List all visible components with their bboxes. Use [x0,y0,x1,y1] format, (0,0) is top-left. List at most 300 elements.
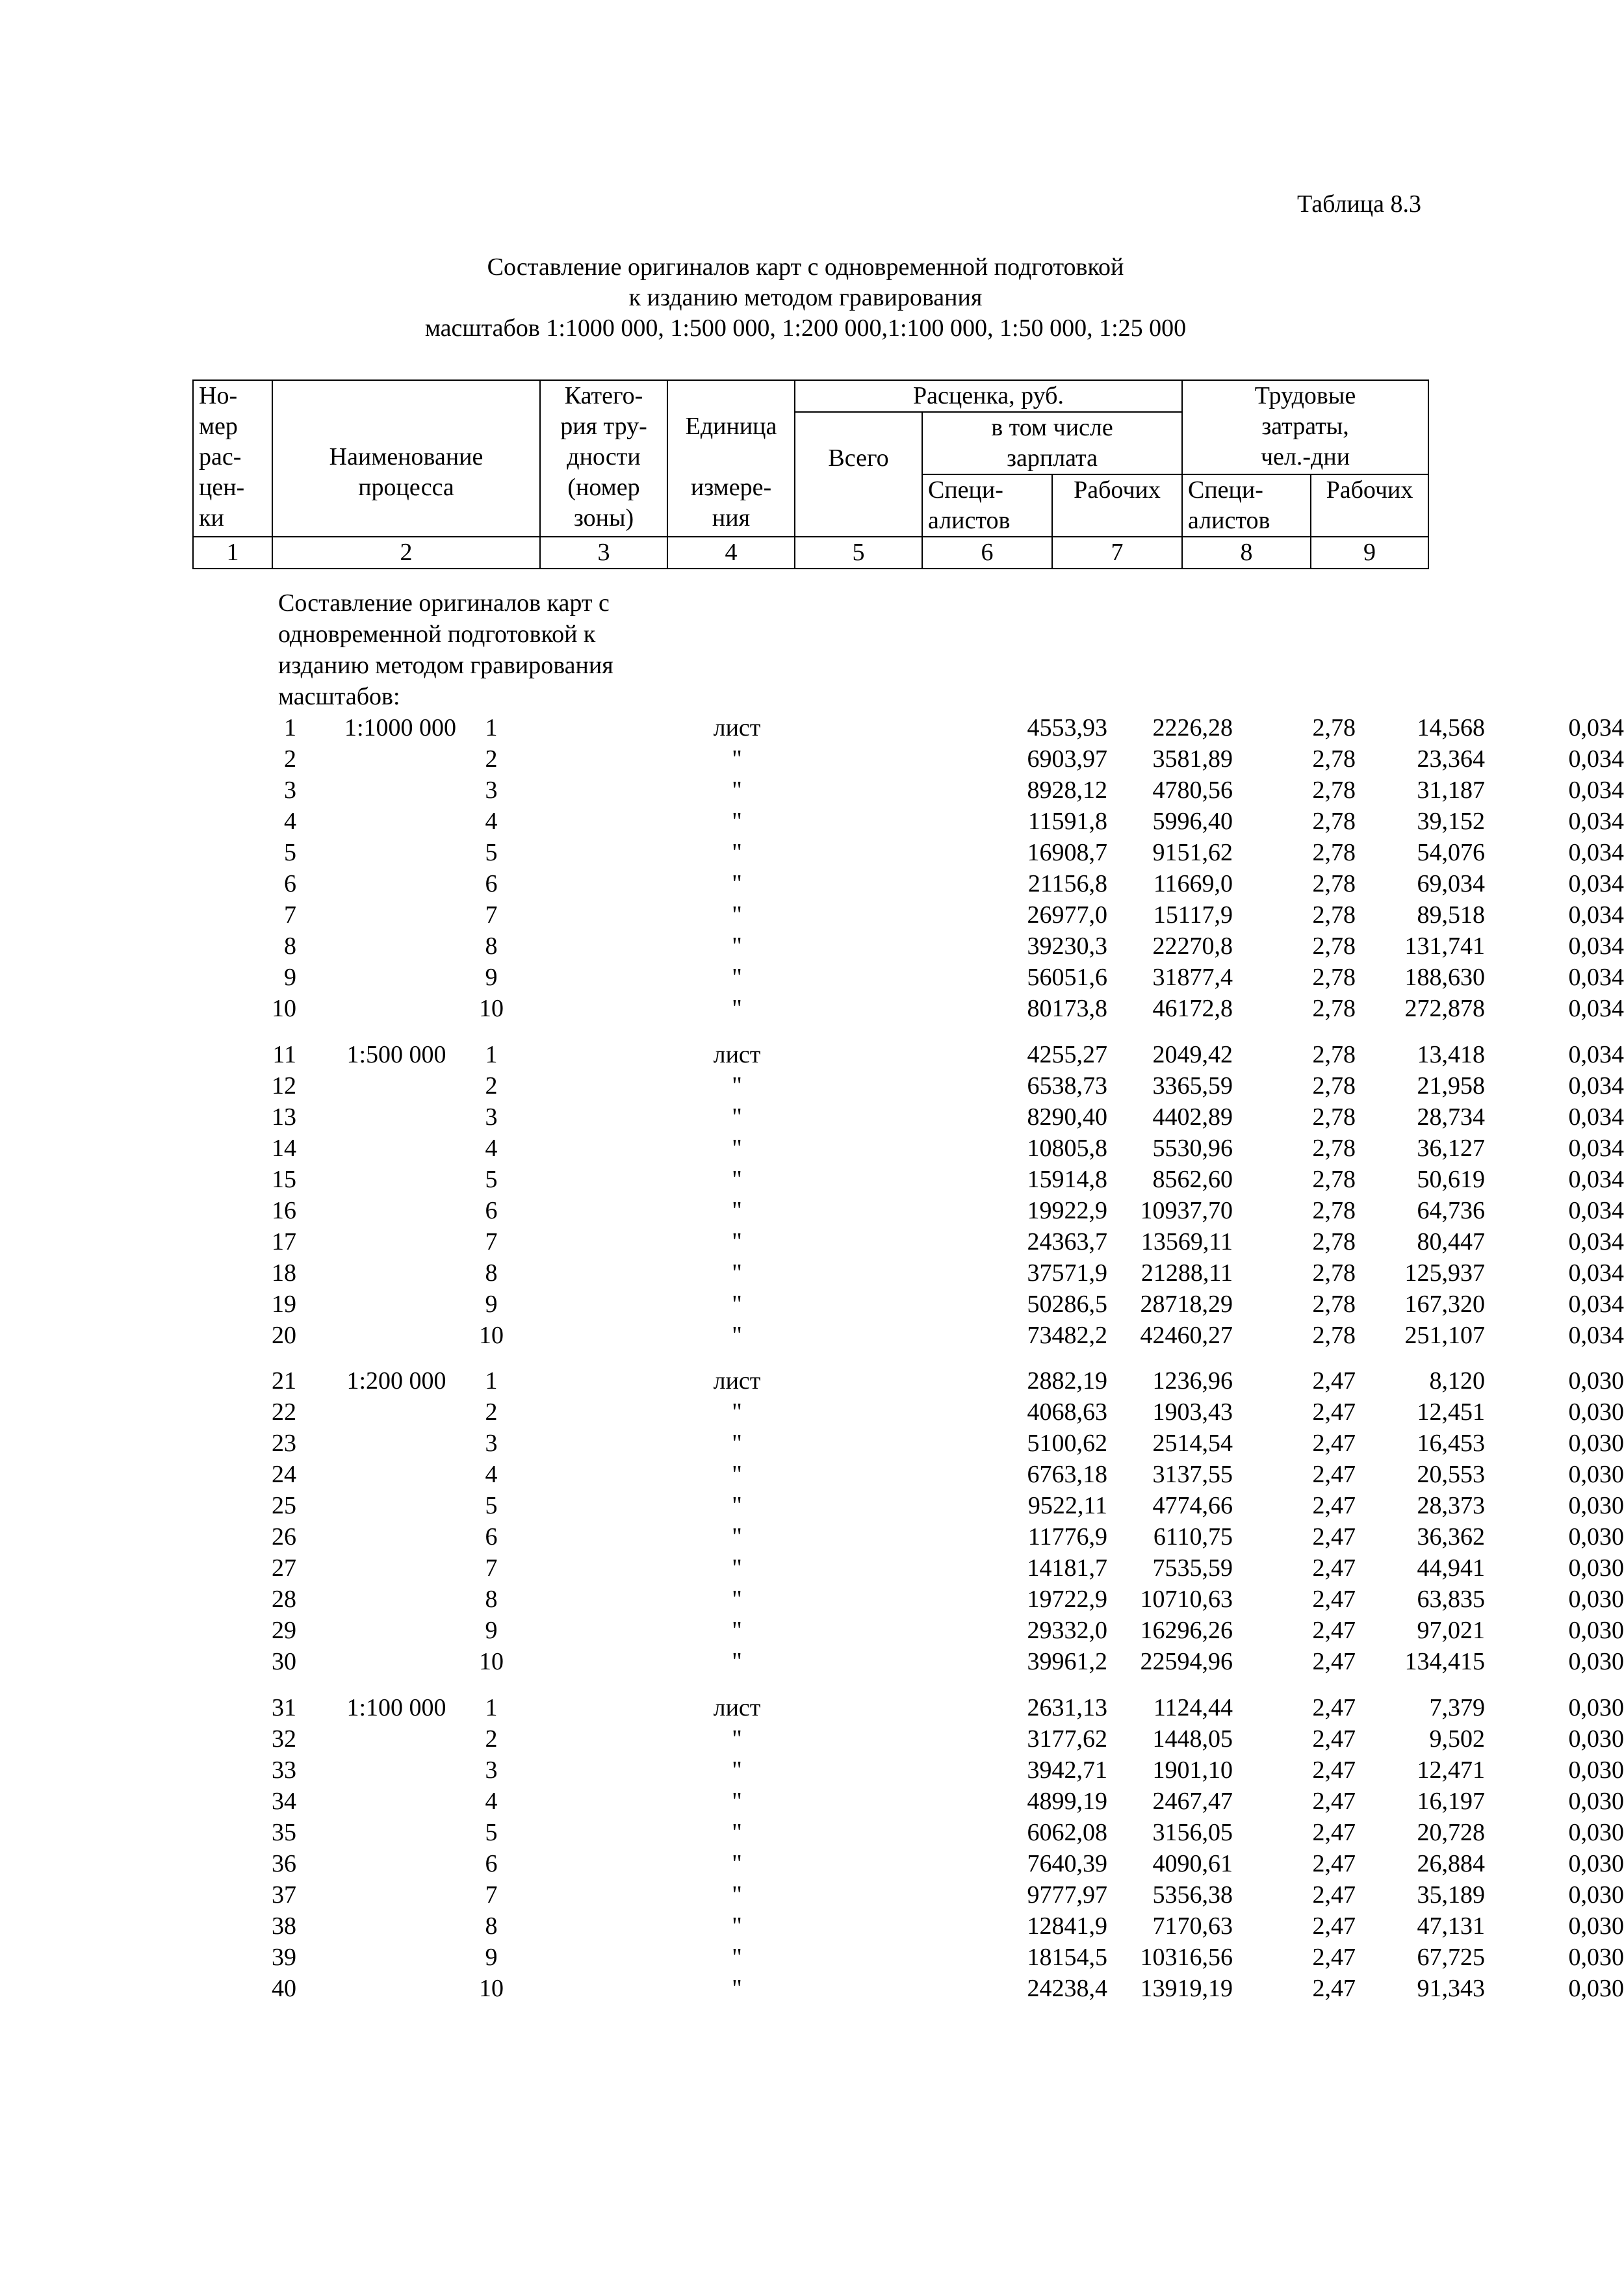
price-total: 2631,13 [1027,1694,1107,1721]
process-scale: 1:200 000 [346,1367,446,1395]
salary-specialists: 4774,66 [1152,1492,1233,1519]
salary-workers: 2,47 [1312,1819,1356,1846]
rate-number: 33 [272,1756,296,1784]
labor-workers: 0,034 [1568,839,1624,866]
labor-specialists: 54,076 [1417,839,1485,866]
difficulty-category: 7 [485,901,498,929]
labor-specialists: 69,034 [1417,870,1485,897]
scale-group [192,1692,1624,2004]
salary-specialists: 4402,89 [1152,1103,1233,1131]
unit: " [732,777,742,804]
price-total: 3177,62 [1027,1725,1107,1753]
salary-workers: 2,78 [1312,1135,1356,1162]
salary-specialists: 22594,96 [1140,1648,1233,1675]
unit: " [732,1788,742,1815]
labor-specialists: 44,941 [1417,1554,1485,1582]
rate-number: 22 [272,1398,296,1426]
salary-workers: 2,78 [1312,1103,1356,1131]
labor-workers: 0,030 [1568,1944,1624,1971]
salary-workers: 2,47 [1312,1430,1356,1457]
scale-group [192,1039,1624,1351]
unit: " [732,1492,742,1519]
labor-workers: 0,030 [1568,1586,1624,1613]
price-total: 6903,97 [1027,745,1107,773]
salary-workers: 2,47 [1312,1648,1356,1675]
unit: лист [713,714,761,741]
difficulty-category: 6 [485,1523,498,1550]
price-total: 29332,0 [1027,1617,1107,1644]
price-total: 5100,62 [1027,1430,1107,1457]
table-row [192,1164,1624,1195]
section-title: Составление оригиналов карт с одновременной подготовкой к изданию методом гравирования масштабов: [278,589,613,710]
table-row [192,1039,1624,1070]
difficulty-category: 1 [485,714,498,741]
difficulty-category: 8 [485,1259,498,1287]
labor-specialists: 47,131 [1417,1912,1485,1940]
unit: " [732,1756,742,1784]
table-row [192,1755,1624,1786]
labor-specialists: 14,568 [1417,714,1485,741]
rate-number: 18 [272,1259,296,1287]
salary-specialists: 13919,19 [1140,1975,1233,2002]
price-total: 50286,5 [1027,1291,1107,1318]
rate-number: 5 [284,839,296,866]
header-specialists-labor: Специ- алистов [1182,474,1311,537]
salary-specialists: 10316,56 [1140,1944,1233,1971]
salary-specialists: 31877,4 [1152,964,1233,991]
rate-number: 19 [272,1291,296,1318]
rate-number: 12 [272,1072,296,1100]
price-total: 39230,3 [1027,933,1107,960]
salary-specialists: 15117,9 [1153,901,1233,929]
salary-specialists: 16296,26 [1140,1617,1233,1644]
salary-specialists: 3137,55 [1152,1461,1233,1488]
unit: " [732,1197,742,1224]
labor-specialists: 23,364 [1417,745,1485,773]
salary-workers: 2,78 [1312,808,1356,835]
process-scale: 1:500 000 [346,1041,446,1068]
unit: " [732,839,742,866]
salary-workers: 2,47 [1312,1617,1356,1644]
difficulty-category: 1 [485,1367,498,1395]
table-row [192,1521,1624,1552]
table-row [192,1817,1624,1848]
labor-specialists: 97,021 [1417,1617,1485,1644]
salary-workers: 2,78 [1312,1041,1356,1068]
header-workers-labor: Рабочих [1311,474,1428,537]
header-rate-number: Но- мер рас- цен- ки [193,380,272,537]
rate-number: 11 [272,1041,296,1068]
table-row [192,868,1624,899]
price-total: 2882,19 [1027,1367,1107,1395]
difficulty-category: 10 [479,1975,504,2002]
rate-number: 9 [284,964,296,991]
unit: " [732,964,742,991]
price-total: 3942,71 [1027,1756,1107,1784]
rate-number: 26 [272,1523,296,1550]
labor-workers: 0,034 [1568,1166,1624,1193]
price-total: 4068,63 [1027,1398,1107,1426]
difficulty-category: 4 [485,1135,498,1162]
labor-workers: 0,030 [1568,1756,1624,1784]
labor-workers: 0,034 [1568,1228,1624,1255]
header-difficulty-category: Катего- рия тру- дности (номер зоны) [540,380,667,537]
table-row [192,1428,1624,1459]
labor-workers: 0,030 [1568,1850,1624,1877]
salary-workers: 2,78 [1312,745,1356,773]
labor-specialists: 28,373 [1417,1492,1485,1519]
salary-specialists: 8562,60 [1152,1166,1233,1193]
table-row [192,1226,1624,1257]
labor-specialists: 131,741 [1404,933,1485,960]
price-total: 6538,73 [1027,1072,1107,1100]
difficulty-category: 9 [485,1291,498,1318]
labor-specialists: 188,630 [1404,964,1485,991]
labor-workers: 0,030 [1568,1819,1624,1846]
labor-specialists: 64,736 [1417,1197,1485,1224]
labor-workers: 0,034 [1568,808,1624,835]
labor-workers: 0,034 [1568,870,1624,897]
rate-number: 4 [284,808,296,835]
process-scale: 1:100 000 [346,1694,446,1721]
salary-specialists: 13569,11 [1141,1228,1233,1255]
price-total: 9522,11 [1027,1492,1107,1519]
unit: " [732,995,742,1022]
unit: " [732,1617,742,1644]
rate-number: 14 [272,1135,296,1162]
rate-number: 40 [272,1975,296,2002]
header-labor-group: Трудовые затраты, чел.-дни [1182,380,1428,474]
salary-specialists: 28718,29 [1140,1291,1233,1318]
price-total: 21156,8 [1027,870,1107,897]
unit: " [732,1850,742,1877]
salary-workers: 2,47 [1312,1694,1356,1721]
salary-specialists: 22270,8 [1152,933,1233,960]
title-line: масштабов 1:1000 000, 1:500 000, 1:200 000,1:100 000, 1:50 000, 1:25 000 [424,315,1187,342]
header-total: Всего [795,412,922,537]
salary-workers: 2,47 [1312,1492,1356,1519]
table-row [192,1552,1624,1584]
header-process-name: Наименование процесса [272,380,540,537]
salary-workers: 2,47 [1312,1554,1356,1582]
labor-specialists: 67,725 [1417,1944,1485,1971]
difficulty-category: 3 [485,777,498,804]
price-total: 39961,2 [1027,1648,1107,1675]
salary-workers: 2,78 [1312,839,1356,866]
table-row [192,1195,1624,1226]
unit: " [732,1725,742,1753]
salary-specialists: 6110,75 [1153,1523,1233,1550]
rate-number: 6 [284,870,296,897]
labor-workers: 0,030 [1568,1461,1624,1488]
difficulty-category: 8 [485,933,498,960]
labor-workers: 0,030 [1568,1554,1624,1582]
table-row [192,1646,1624,1677]
salary-workers: 2,78 [1312,1322,1356,1349]
salary-specialists: 1901,10 [1152,1756,1233,1784]
table-row [192,1584,1624,1615]
labor-workers: 0,034 [1568,1291,1624,1318]
rate-number: 10 [272,995,296,1022]
salary-specialists: 1124,44 [1153,1694,1233,1721]
salary-specialists: 4090,61 [1152,1850,1233,1877]
unit: " [732,1430,742,1457]
price-total: 14181,7 [1027,1554,1107,1582]
labor-workers: 0,034 [1568,714,1624,741]
rate-number: 8 [284,933,296,960]
unit: " [732,1944,742,1971]
labor-workers: 0,030 [1568,1881,1624,1909]
labor-specialists: 16,197 [1417,1788,1485,1815]
price-total: 56051,6 [1027,964,1107,991]
labor-workers: 0,034 [1568,1259,1624,1287]
column-number: 7 [1052,537,1182,569]
table-row [192,1942,1624,1973]
labor-specialists: 20,728 [1417,1819,1485,1846]
header-price-group: Расценка, руб. [795,380,1182,412]
rate-number: 31 [272,1694,296,1721]
labor-specialists: 167,320 [1404,1291,1485,1318]
salary-specialists: 3365,59 [1152,1072,1233,1100]
price-total: 18154,5 [1027,1944,1107,1971]
difficulty-category: 4 [485,1461,498,1488]
price-total: 26977,0 [1027,901,1107,929]
table-header [192,380,1429,569]
salary-workers: 2,78 [1312,870,1356,897]
salary-workers: 2,47 [1312,1850,1356,1877]
labor-workers: 0,030 [1568,1725,1624,1753]
unit: лист [713,1694,761,1721]
labor-specialists: 8,120 [1429,1367,1485,1395]
labor-specialists: 251,107 [1404,1322,1485,1349]
rate-number: 38 [272,1912,296,1940]
rate-number: 28 [272,1586,296,1613]
labor-specialists: 91,343 [1417,1975,1485,2002]
price-total: 11591,8 [1027,808,1107,835]
salary-workers: 2,78 [1312,901,1356,929]
table-row [192,1973,1624,2004]
difficulty-category: 8 [485,1912,498,1940]
salary-specialists: 2226,28 [1152,714,1233,741]
price-total: 10805,8 [1027,1135,1107,1162]
price-total: 4255,27 [1027,1041,1107,1068]
labor-specialists: 50,619 [1417,1166,1485,1193]
labor-workers: 0,034 [1568,777,1624,804]
labor-specialists: 16,453 [1417,1430,1485,1457]
labor-specialists: 272,878 [1404,995,1485,1022]
labor-specialists: 12,471 [1417,1756,1485,1784]
table-row [192,899,1624,931]
salary-workers: 2,78 [1312,995,1356,1022]
table-row [192,806,1624,837]
difficulty-category: 3 [485,1756,498,1784]
column-number: 5 [795,537,922,569]
difficulty-category: 5 [485,1166,498,1193]
table-row [192,1320,1624,1351]
rate-number: 29 [272,1617,296,1644]
difficulty-category: 10 [479,995,504,1022]
difficulty-category: 2 [485,1398,498,1426]
table-row [192,712,1624,743]
rate-number: 16 [272,1197,296,1224]
difficulty-category: 10 [479,1322,504,1349]
rate-number: 27 [272,1554,296,1582]
scale-group [192,712,1624,1024]
labor-specialists: 125,937 [1404,1259,1485,1287]
salary-workers: 2,78 [1312,1197,1356,1224]
difficulty-category: 6 [485,1850,498,1877]
table-row [192,1289,1624,1320]
labor-specialists: 7,379 [1429,1694,1485,1721]
table-row [192,1257,1624,1289]
rate-number: 7 [284,901,296,929]
difficulty-category: 9 [485,1617,498,1644]
price-total: 6062,08 [1027,1819,1107,1846]
salary-specialists: 11669,0 [1153,870,1233,897]
unit: " [732,1259,742,1287]
salary-specialists: 2514,54 [1152,1430,1233,1457]
header-unit: Единица измере- ния [667,380,795,537]
price-total: 9777,97 [1027,1881,1107,1909]
labor-specialists: 80,447 [1417,1228,1485,1255]
difficulty-category: 8 [485,1586,498,1613]
price-total: 6763,18 [1027,1461,1107,1488]
labor-specialists: 134,415 [1404,1648,1485,1675]
rate-number: 17 [272,1228,296,1255]
salary-specialists: 5996,40 [1152,808,1233,835]
rate-number: 21 [272,1367,296,1395]
table-row [192,1490,1624,1521]
difficulty-category: 1 [485,1694,498,1721]
table-title [0,252,1611,344]
unit: " [732,1819,742,1846]
rate-number: 24 [272,1461,296,1488]
labor-workers: 0,034 [1568,1322,1624,1349]
difficulty-category: 2 [485,1725,498,1753]
unit: " [732,1586,742,1613]
salary-specialists: 3156,05 [1152,1819,1233,1846]
labor-specialists: 89,518 [1417,901,1485,929]
salary-workers: 2,78 [1312,714,1356,741]
table-row [192,837,1624,868]
table-row [192,1786,1624,1817]
labor-workers: 0,034 [1568,964,1624,991]
table-number: Таблица 8.3 [1296,190,1421,218]
unit: " [732,1103,742,1131]
header-column-numbers [193,537,1428,569]
difficulty-category: 7 [485,1228,498,1255]
unit: " [732,1291,742,1318]
price-total: 80173,8 [1027,995,1107,1022]
unit: лист [713,1041,761,1068]
table-row [192,1396,1624,1428]
table-row [192,1133,1624,1164]
unit: " [732,901,742,929]
salary-workers: 2,47 [1312,1788,1356,1815]
labor-specialists: 28,734 [1417,1103,1485,1131]
column-number: 6 [922,537,1052,569]
rate-number: 2 [284,745,296,773]
column-number: 8 [1182,537,1311,569]
labor-specialists: 39,152 [1417,808,1485,835]
labor-specialists: 21,958 [1417,1072,1485,1100]
price-total: 8290,40 [1027,1103,1107,1131]
difficulty-category: 3 [485,1103,498,1131]
salary-specialists: 1903,43 [1152,1398,1233,1426]
labor-specialists: 36,127 [1417,1135,1485,1162]
rate-number: 25 [272,1492,296,1519]
header-incl-salary: в том числе зарплата [922,412,1182,474]
unit: " [732,1228,742,1255]
table-row [192,993,1624,1024]
price-total: 7640,39 [1027,1850,1107,1877]
salary-workers: 2,78 [1312,1166,1356,1193]
unit: " [732,1523,742,1550]
scale-group [192,1365,1624,1677]
labor-workers: 0,030 [1568,1648,1624,1675]
price-total: 73482,2 [1027,1322,1107,1349]
rate-number: 34 [272,1788,296,1815]
salary-workers: 2,47 [1312,1881,1356,1909]
difficulty-category: 5 [485,1492,498,1519]
table-row [192,1910,1624,1942]
unit: " [732,1461,742,1488]
table-row [192,1848,1624,1879]
labor-specialists: 9,502 [1429,1725,1485,1753]
labor-workers: 0,030 [1568,1430,1624,1457]
labor-workers: 0,030 [1568,1492,1624,1519]
labor-workers: 0,034 [1568,995,1624,1022]
table-row [192,1070,1624,1101]
column-number: 1 [193,537,272,569]
labor-specialists: 12,451 [1417,1398,1485,1426]
table-row [192,962,1624,993]
salary-workers: 2,78 [1312,777,1356,804]
column-number: 4 [667,537,795,569]
salary-specialists: 1236,96 [1152,1367,1233,1395]
rate-number: 36 [272,1850,296,1877]
unit: " [732,1975,742,2002]
salary-specialists: 9151,62 [1152,839,1233,866]
unit: " [732,1166,742,1193]
difficulty-category: 10 [479,1648,504,1675]
salary-specialists: 42460,27 [1140,1322,1233,1349]
table-row [192,1459,1624,1490]
salary-specialists: 5530,96 [1152,1135,1233,1162]
table-row [192,1615,1624,1646]
difficulty-category: 9 [485,1944,498,1971]
rate-number: 15 [272,1166,296,1193]
difficulty-category: 2 [485,745,498,773]
labor-workers: 0,034 [1568,1041,1624,1068]
difficulty-category: 6 [485,870,498,897]
rate-number: 30 [272,1648,296,1675]
process-scale: 1:1000 000 [344,714,457,741]
labor-specialists: 26,884 [1417,1850,1485,1877]
salary-specialists: 2467,47 [1152,1788,1233,1815]
salary-specialists: 10937,70 [1140,1197,1233,1224]
salary-workers: 2,47 [1312,1523,1356,1550]
salary-workers: 2,78 [1312,1291,1356,1318]
labor-specialists: 13,418 [1417,1041,1485,1068]
labor-workers: 0,030 [1568,1694,1624,1721]
salary-workers: 2,47 [1312,1725,1356,1753]
unit: " [732,870,742,897]
labor-workers: 0,030 [1568,1617,1624,1644]
price-total: 12841,9 [1027,1912,1107,1940]
unit: " [732,1554,742,1582]
difficulty-category: 9 [485,964,498,991]
